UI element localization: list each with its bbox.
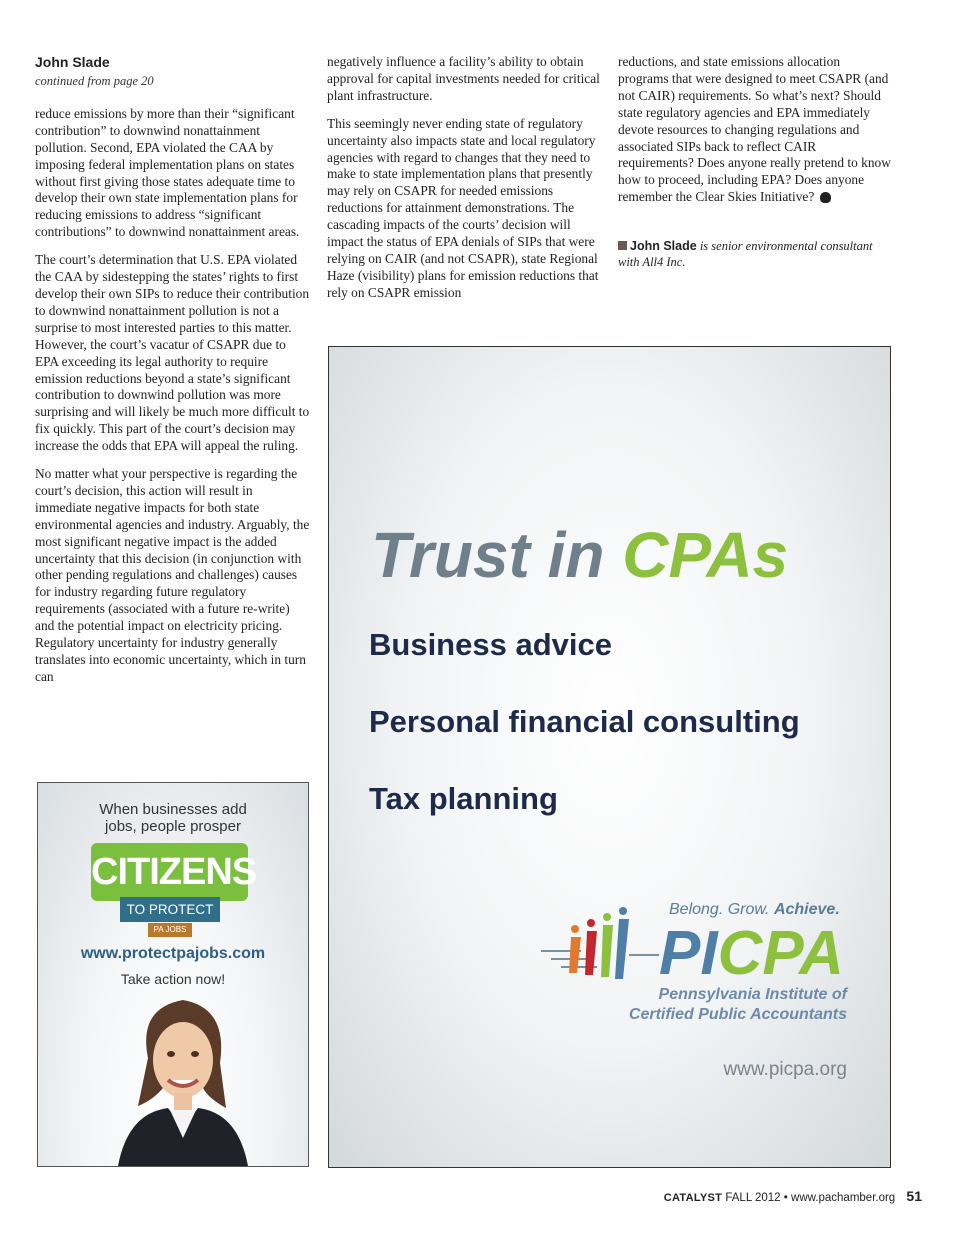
headline-cpas: CPAs <box>622 519 789 591</box>
ad-call-to-action: Take action now! <box>120 971 226 987</box>
picpa-advertisement[interactable] <box>328 346 891 1168</box>
author-bio <box>618 238 893 270</box>
issue-label: FALL 2012 <box>725 1192 781 1204</box>
bullet-square-icon <box>618 241 627 250</box>
end-mark-icon <box>820 192 831 203</box>
service-item: Tax planning <box>369 781 558 816</box>
ad-headline: When businesses add jobs, people prosper <box>99 801 247 835</box>
separator: • <box>783 1192 788 1204</box>
paragraph <box>618 54 893 206</box>
headline-trust: Trust in <box>371 519 605 591</box>
institute-line-1: Pennsylvania Institute of <box>658 986 847 1003</box>
paragraph-text: reductions, and state emissions allocation programs that were designed to meet CSAPR (and not CAIR) requirements. So what’s next? Should state regulatory agencies and EPA immediately devote resources to changing regulations and associated SIPs back to reflect CAIR requirements? Does anyone really pretend to know how to proceed, including EPA? Does anyone remember the Clear Skies Initiative? <box>618 54 891 205</box>
pa-jobs-label: PA JOBS <box>148 923 192 937</box>
paragraph: The court’s determination that U.S. EPA violated the CAA by sidestepping the states’ rights to first develop their own SIPs to reduce their contribution to downwind nonattainment pollution is not a surprise to most interested parties to this matter. However, the court’s vacatur of CSAPR due to EPA exceeding its legal authority to require emission reductions beyond a state’s significant contribution to downwind pollution was more surprising and will likely be much more difficult to fix quickly. This part of the court’s decision may increase the odds that EPA will appeal the ruling. <box>35 252 310 454</box>
picpa-logo-icon <box>541 903 665 983</box>
institute-line-2: Certified Public Accountants <box>628 1006 847 1023</box>
picpa-logo <box>659 919 844 989</box>
paragraph: negatively influence a facility’s ability to obtain approval for capital investments needed for critical plant infrastructure. <box>327 54 600 103</box>
paragraph: No matter what your perspective is regarding the court’s decision, this action will result in immediate negative impacts for both state environmental agencies and industry. Arguably, the most significant negative impact is the added uncertainty that this decision (in conjunction with other pending regulations and challenges) causes for industry regarding future regulatory requirements (associated with a future re-write) and the potential impact on electricity pricing. Regulatory uncertainty for industry generally translates into economic uncertainty, which in turn can <box>35 466 310 684</box>
smiling-woman-photo <box>108 988 258 1166</box>
to-protect-label: TO PROTECT <box>120 897 220 922</box>
article-column-2 <box>327 54 602 313</box>
page-number: 51 <box>906 1188 922 1204</box>
ad-headline <box>371 519 788 591</box>
tagline-text: Belong. Grow. <box>669 901 770 918</box>
tagline-achieve: Achieve. <box>773 901 840 918</box>
page-footer <box>560 1188 922 1204</box>
service-item: Personal financial consulting <box>369 704 800 739</box>
institute-name <box>529 985 847 1025</box>
paragraph: reduce emissions by more than their “significant contribution” to downwind nonattainment pollution. Second, EPA violated the CAA by imposing federal implementation plans on states without first giving those states adequate time to develop their own state implementation plans for reducing emissions to address “significant contributions” to downwind nonattainment areas. <box>35 105 300 240</box>
article-column-3 <box>618 54 893 281</box>
picpa-tagline <box>669 901 840 919</box>
website-link[interactable]: www.pachamber.org <box>791 1192 896 1204</box>
bio-name: John Slade <box>630 239 697 254</box>
service-item: Business advice <box>369 627 612 662</box>
magazine-name: CATALYST <box>663 1192 723 1204</box>
ad-url[interactable]: www.picpa.org <box>723 1059 847 1080</box>
logo-cpa: CPA <box>717 919 844 988</box>
paragraph: This seemingly never ending state of regulatory uncertainty also impacts state and local regulatory agencies with regard to changes that they need to make to state implementation plans that presently may rely on CSAPR for needed emissions reductions for attainment demonstrations. The cascading impacts of the courts’ decision will impact the status of EPA denials of SIPs that were relying on CAIR (and not CSAPR), state Regional Haze (visibility) plans for emission reductions that rely on CSAPR emission <box>327 115 599 300</box>
author-byline: John Slade <box>35 54 110 70</box>
continued-note: continued from page 20 <box>35 74 154 88</box>
ad-url[interactable]: www.protectpajobs.com <box>80 945 266 962</box>
article-column-1 <box>35 54 310 697</box>
citizens-advertisement[interactable] <box>37 782 309 1167</box>
logo-pi: PI <box>659 919 718 988</box>
citizens-logo: CITIZENS <box>91 843 248 901</box>
bio-text: is senior environmental consultant with All4 Inc. <box>618 239 873 270</box>
